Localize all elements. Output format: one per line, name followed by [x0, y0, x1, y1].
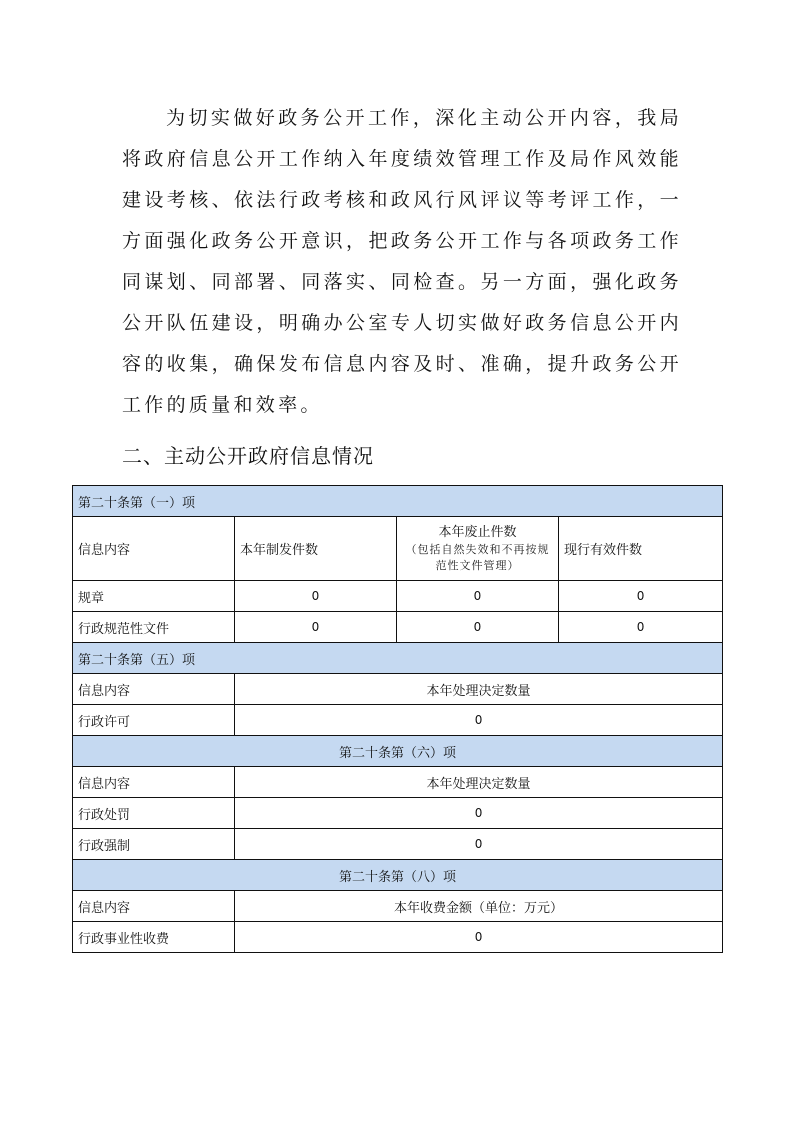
section-title-5: 第二十条第（五）项: [73, 643, 723, 674]
header-info-content: 信息内容: [73, 517, 235, 581]
cell-value: 0: [235, 798, 723, 829]
cell-abolished: 0: [397, 581, 559, 612]
row-label: 规章: [73, 581, 235, 612]
header-decision-count: 本年处理决定数量: [235, 767, 723, 798]
table-row: [73, 829, 723, 860]
section-row-1: [73, 486, 723, 517]
section-row-8: [73, 860, 723, 891]
cell-value: 0: [235, 705, 723, 736]
section-title-8: 第二十条第（八）项: [73, 860, 723, 891]
table-row: [73, 798, 723, 829]
row-label: 行政规范性文件: [73, 612, 235, 643]
section-heading: 二、主动公开政府信息情况: [122, 444, 374, 468]
section-row-5: [73, 643, 723, 674]
header-info-content: 信息内容: [73, 767, 235, 798]
header-abolished-note: （包括自然失效和不再按规范性文件管理）: [405, 542, 550, 572]
header-fee-amount: 本年收费金额（单位：万元）: [235, 891, 723, 922]
info-disclosure-table: [72, 485, 723, 953]
section-title-6: 第二十条第（六）项: [73, 736, 723, 767]
cell-issued: 0: [235, 581, 397, 612]
header-decision-count: 本年处理决定数量: [235, 674, 723, 705]
cell-valid: 0: [559, 581, 723, 612]
row-label: 行政许可: [73, 705, 235, 736]
cell-value: 0: [235, 922, 723, 953]
cell-abolished: 0: [397, 612, 559, 643]
header-abolished-main: 本年废止件数: [438, 524, 517, 540]
cell-value: 0: [235, 829, 723, 860]
header-abolished-count: [397, 517, 559, 581]
header-issued-count: 本年制发件数: [235, 517, 397, 581]
table-header-row: [73, 767, 723, 798]
table-row: [73, 581, 723, 612]
header-info-content: 信息内容: [73, 674, 235, 705]
header-valid-count: 现行有效件数: [559, 517, 723, 581]
section-row-6: [73, 736, 723, 767]
cell-issued: 0: [235, 612, 397, 643]
table-header-row: [73, 891, 723, 922]
row-label: 行政事业性收费: [73, 922, 235, 953]
table-row: [73, 922, 723, 953]
table-header-row: [73, 517, 723, 581]
row-label: 行政强制: [73, 829, 235, 860]
cell-valid: 0: [559, 612, 723, 643]
table-row: [73, 705, 723, 736]
table-header-row: [73, 674, 723, 705]
section-title-1: 第二十条第（一）项: [73, 486, 723, 517]
body-paragraph: 为切实做好政务公开工作，深化主动公开内容，我局将政府信息公开工作纳入年度绩效管理工作及局作风效能建设考核、依法行政考核和政风行风评议等考评工作，一方面强化政务公开意识，把政务公开工作与各项政务工作同谋划、同部署、同落实、同检查。另一方面，强化政务公开队伍建设，明确办公室专人切实做好政务信息公开内容的收集，确保发布信息内容及时、准确，提升政务公开工作的质量和效率。: [122, 107, 682, 416]
table-row: [73, 612, 723, 643]
row-label: 行政处罚: [73, 798, 235, 829]
header-info-content: 信息内容: [73, 891, 235, 922]
